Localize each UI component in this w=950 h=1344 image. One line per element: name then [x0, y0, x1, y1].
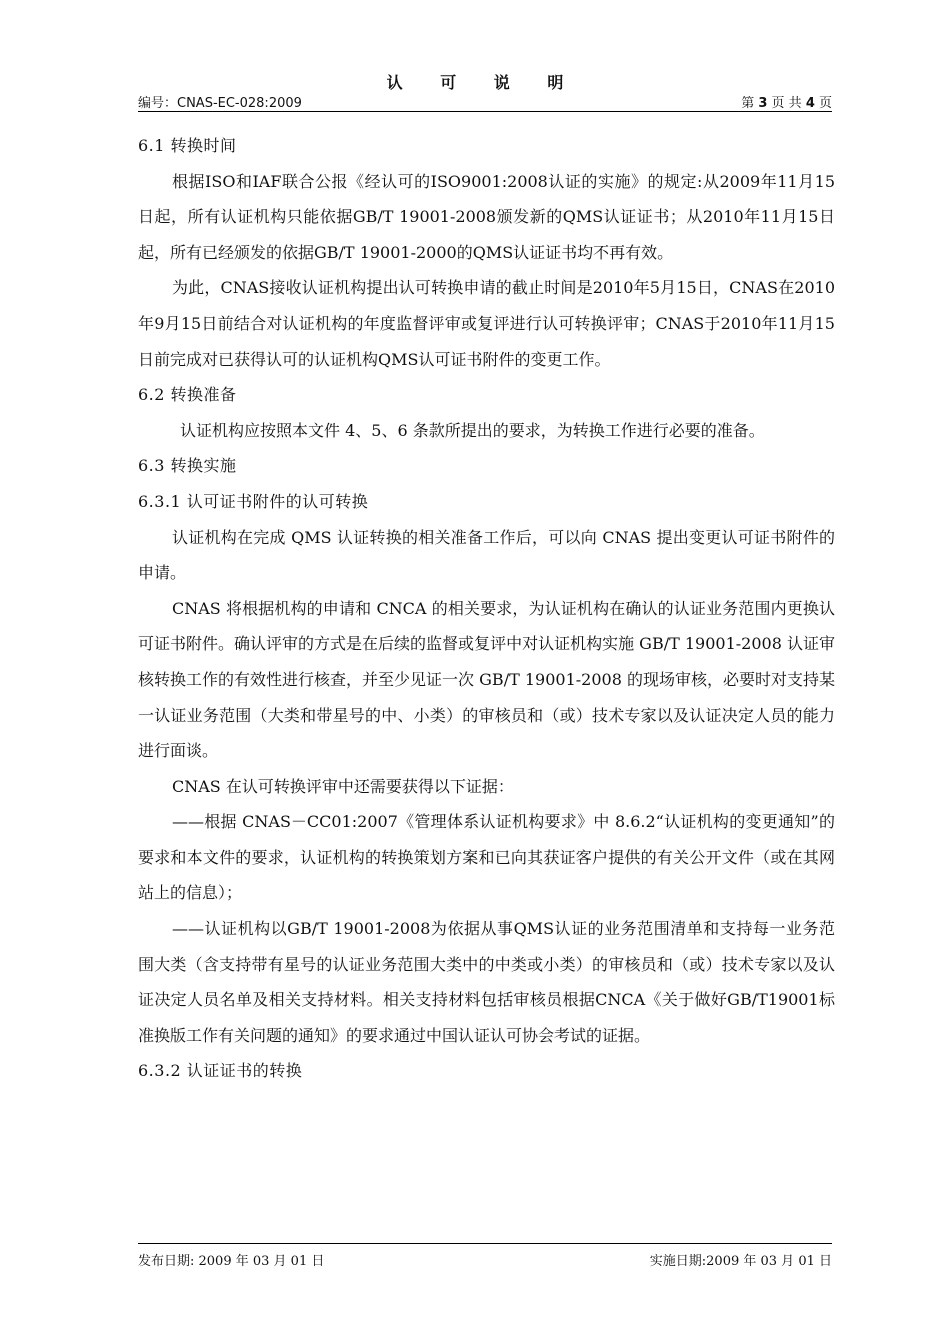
page-suffix: 页	[814, 96, 832, 111]
effective-date: 实施日期:2009 年 03 月 01 日	[649, 1254, 832, 1269]
footer-divider	[138, 1243, 832, 1244]
issue-date: 发布日期: 2009 年 03 月 01 日	[138, 1254, 325, 1269]
document-body	[138, 128, 835, 1089]
section-heading-6-1: 6.1 转换时间	[138, 136, 237, 155]
section-heading-6-3-1: 6.3.1 认可证书附件的认可转换	[138, 491, 369, 511]
section-heading-6-3-2: 6.3.2 认证证书的转换	[138, 1061, 303, 1081]
page-indicator	[741, 92, 832, 111]
paragraph: ——根据 CNAS－CC01:2007《管理体系认证机构要求》中 8.6.2“认证机构的变更通知”的要求和本文件的要求，认证机构的转换策划方案和已向其获证客户提供的有关公开文件（或在其网站上的信息）；	[138, 812, 835, 903]
paragraph: ——认证机构以GB/T 19001-2008为依据从事QMS认证的业务范围清单和支持每一业务范围大类（含支持带有星号的认证业务范围大类中的中类或小类）的审核员和（或）技术专家以及认证决定人员名单及相关支持材料。相关支持材料包括审核员根据CNCA《关于做好GB/T19001标准换版工作有关问题的通知》的要求通过中国认证认可协会考试的证据。	[138, 919, 835, 1045]
document-number: 编号：CNAS-EC-028:2009	[138, 96, 302, 111]
section-heading-6-2: 6.2 转换准备	[138, 385, 237, 405]
paragraph: 根据ISO和IAF联合公报《经认可的ISO9001:2008认证的实施》的规定:从2009年11月15日起，所有认证机构只能依据GB/T 19001-2008颁发新的QMS认证证书；从2010年11月15日起，所有已经颁发的依据GB/T 19001-2000的QMS认证证书均不再有效。	[138, 171, 835, 262]
paragraph: 认证机构应按照本文件 4、5、6 条款所提出的要求，为转换工作进行必要的准备。	[180, 420, 765, 440]
section-heading-6-3: 6.3 转换实施	[138, 456, 237, 476]
page-prefix: 第	[741, 96, 759, 111]
page-total: 4	[805, 96, 815, 111]
paragraph: 认证机构在完成 QMS 认证转换的相关准备工作后，可以向 CNAS 提出变更认可证书附件的申请。	[138, 527, 835, 583]
paragraph: 为此，CNAS接收认证机构提出认可转换申请的截止时间是2010年5月15日，CNAS在2010年9月15日前结合对认证机构的年度监督评审或复评进行认可转换评审；CNAS于2010年11月15日前完成对已获得认可的认证机构QMS认可证书附件的变更工作。	[138, 278, 835, 369]
header-divider	[138, 111, 832, 112]
paragraph: CNAS 将根据机构的申请和 CNCA 的相关要求，为认证机构在确认的认证业务范围内更换认可证书附件。确认评审的方式是在后续的监督或复评中对认证机构实施 GB/T 19001-2008 认证审核转换工作的有效性进行核查，并至少见证一次 GB/T 19001-2008 的现场审核，必要时对支持某一认证业务范围（大类和带星号的中、小类）的审核员和（或）技术专家以及认证决定人员的能力进行面谈。	[138, 598, 835, 761]
page-title: 认 可 说 明	[386, 73, 580, 92]
page-middle: 页 共	[767, 96, 806, 111]
paragraph: CNAS 在认可转换评审中还需要获得以下证据：	[172, 776, 514, 796]
page-current: 3	[758, 96, 768, 111]
